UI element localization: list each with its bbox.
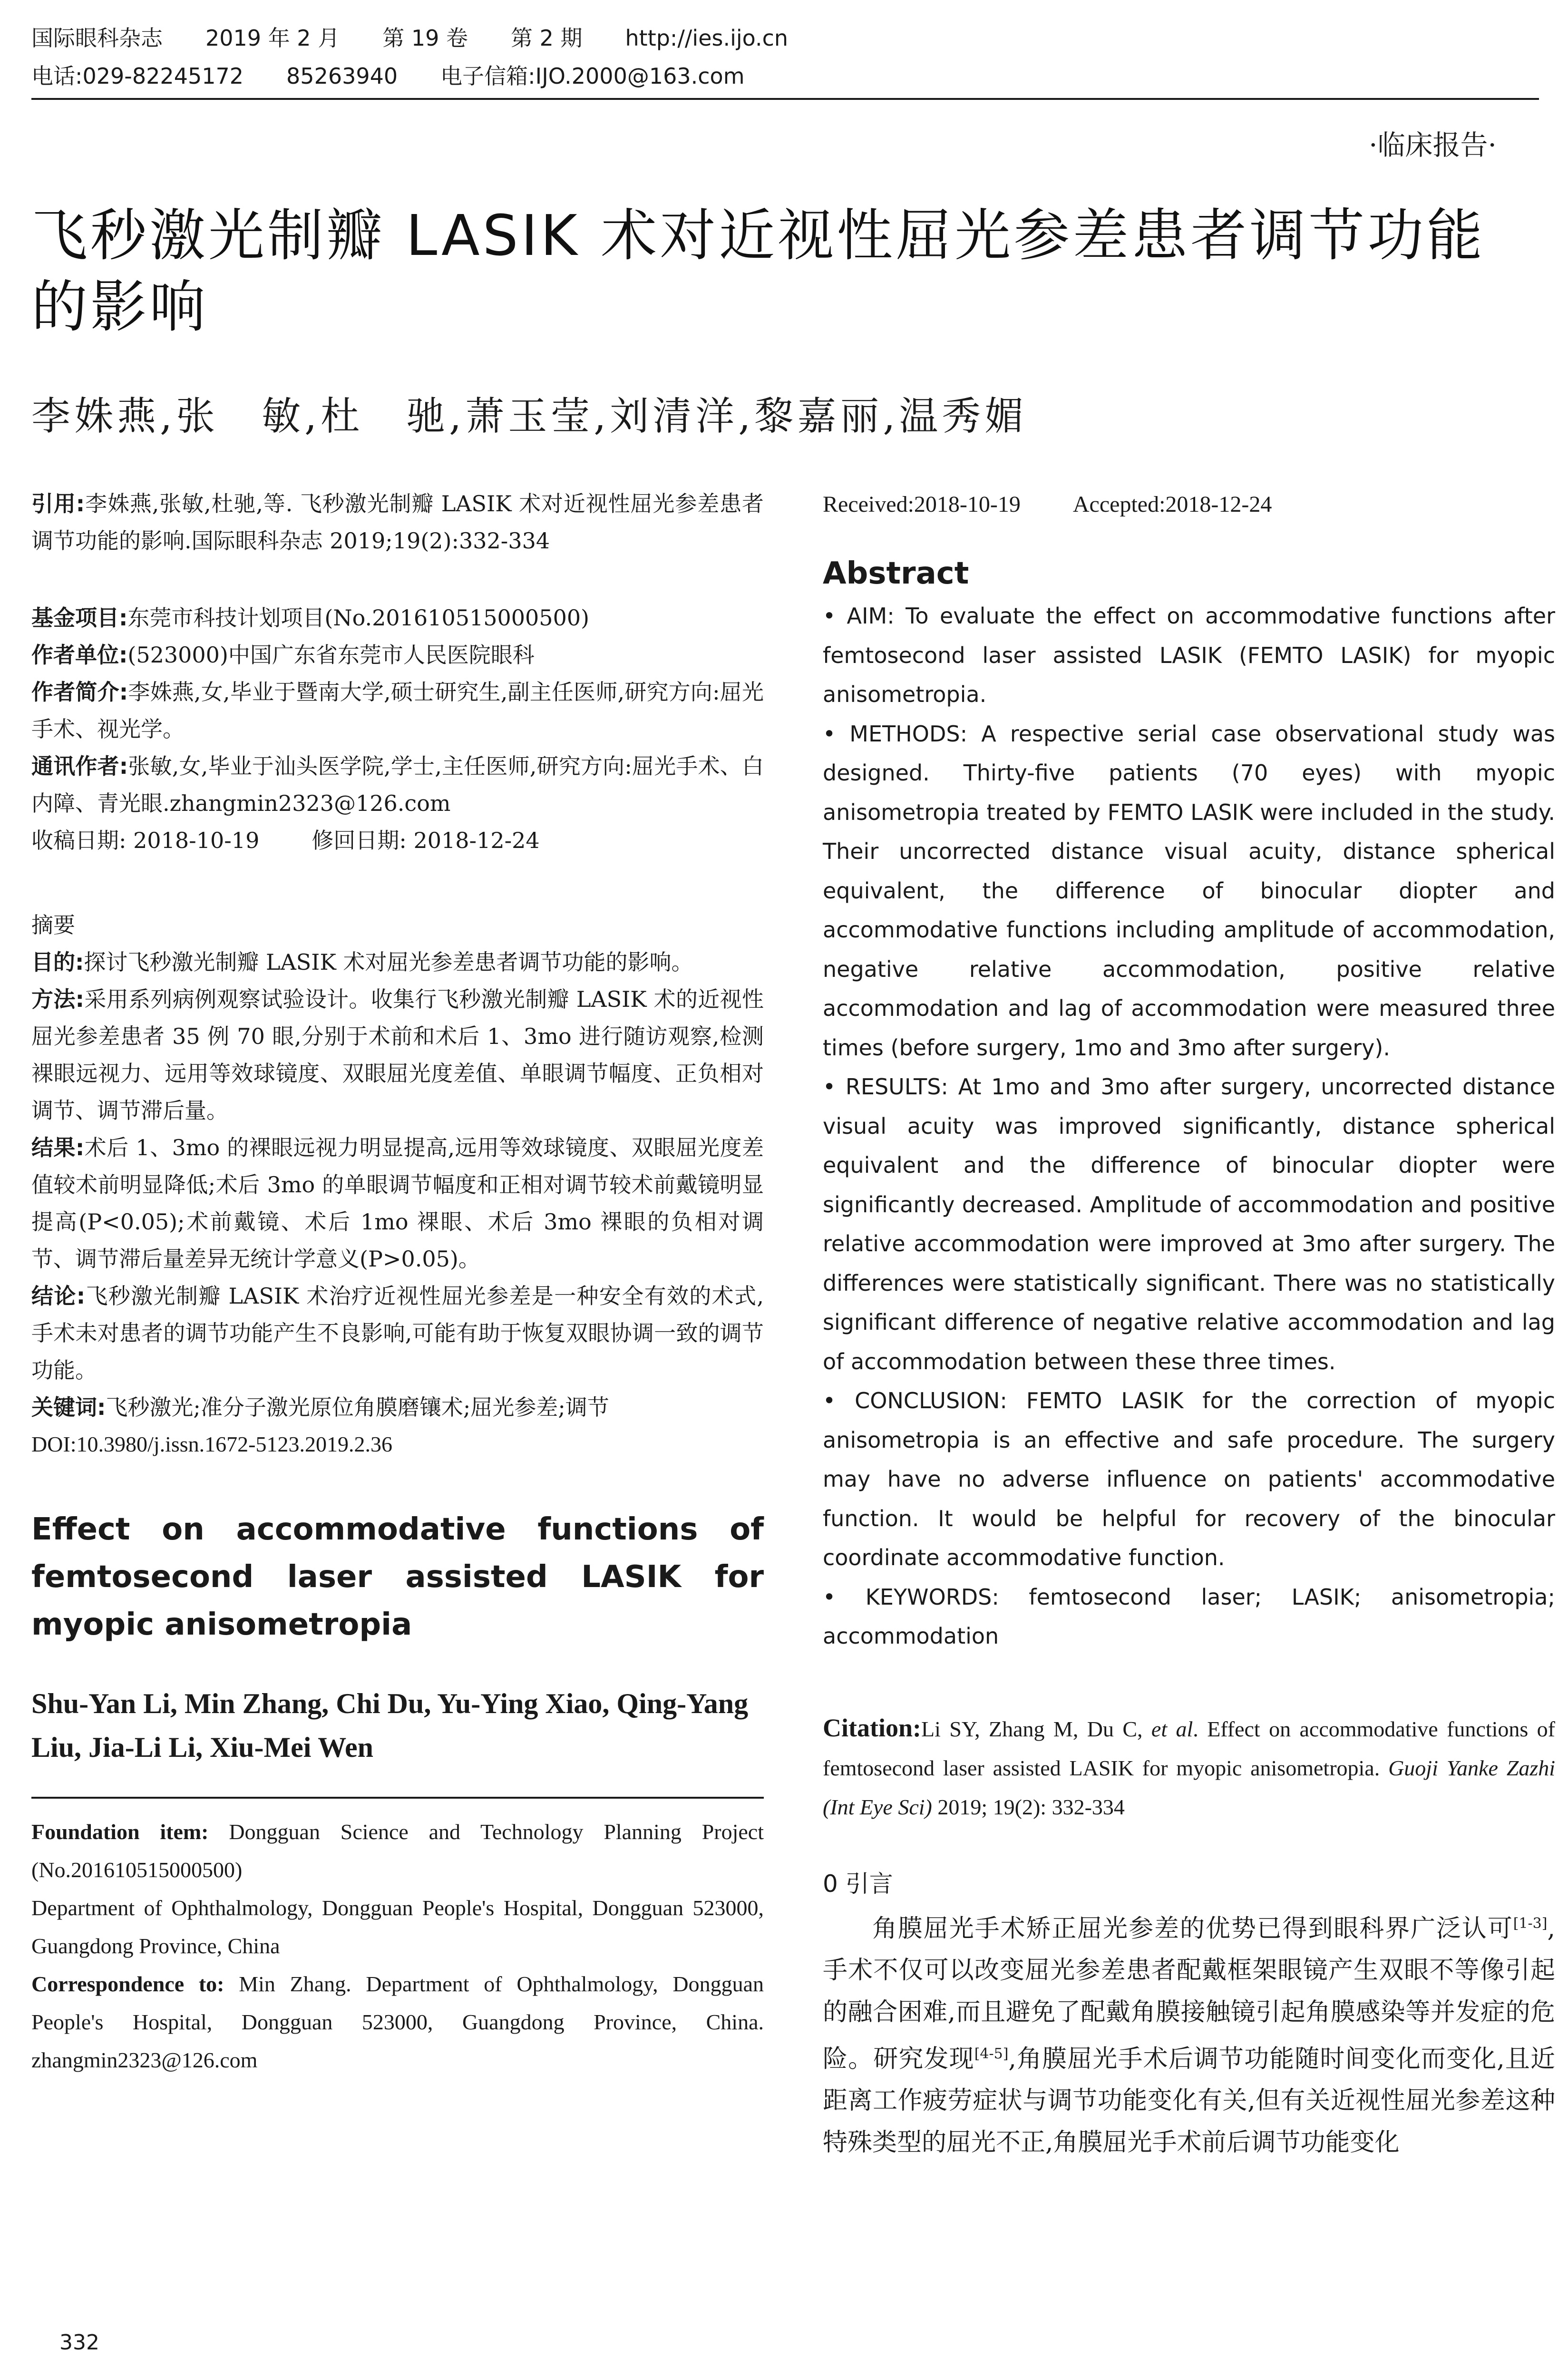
phone-2: 85263940 [286,63,398,89]
methods-text: 采用系列病例观察试验设计。收集行飞秒激光制瓣 LASIK 术的近视性屈光参差患者 35 例 70 眼,分别于术前和术后 1、3mo 进行随访观察,检测裸眼远视力、远用等效球镜度、双眼屈光度差值、单眼调节幅度、正负相对调节、调节滞后量。 [31,986,764,1123]
keywords-label: 关键词: [31,1394,106,1420]
citation-en-journal: Guoji Yanke Zazhi (Int Eye Sci) [823,1755,1555,1819]
dates-en [823,485,1555,524]
issue: 第 2 期 [510,25,583,51]
header-line-2 [31,57,1539,95]
journal-url[interactable]: http://ies.ijo.cn [625,25,789,51]
abstract-en-conclusion: • CONCLUSION: FEMTO LASIK for the correction of myopic anisometropia is an effective and safe procedure. The surgery may have no adverse influence on patients' accommodative function. It would be helpful for recovery of the binocular coordinate accommodative function. [823,1388,1555,1570]
english-authors: Shu-Yan Li, Min Zhang, Chi Du, Yu-Ying Xiao, Qing-Yang Liu, Jia-Li Li, Xiu-Mei Wen [31,1688,749,1763]
volume: 第 19 卷 [382,25,468,51]
correspondence-label: Correspondence to: [31,1972,224,1996]
header-line-1 [31,19,1539,57]
received-date-cn: 收稿日期: 2018-10-19 [31,828,260,853]
page-number: 332 [59,2330,99,2355]
abstract-en-keywords: • KEYWORDS: femtosecond laser; LASIK; anisometropia; accommodation [823,1584,1555,1649]
abstract-en-heading: Abstract [823,556,969,591]
citation-en-volume: 2019; 19(2): 332-334 [932,1794,1125,1819]
abstract-cn-heading: 摘要 [31,912,75,938]
results-label: 结果: [31,1135,85,1160]
left-column [31,485,764,2079]
conclusion-text: 飞秒激光制瓣 LASIK 术治疗近视性屈光参差是一种安全有效的术式,手术未对患者的调节功能产生不良影响,可能有助于恢复双眼协调一致的调节功能。 [31,1283,764,1383]
footnote-rule [31,1797,764,1799]
objective-label: 目的: [31,949,84,975]
phone: 电话:029-82245172 [31,63,244,89]
unit-label: 作者单位: [31,642,128,668]
citation-en-label: Citation: [823,1713,921,1742]
foundation-text: Dongguan Science and Technology Planning Project (No.201610515000500) [31,1820,764,1882]
intro-text-3: ,角膜屈光手术后调节功能随时间变化而变化,且近距离工作疲劳症状与调节功能变化有关,但有关近视性屈光参差这种特殊类型的屈光不正,角膜屈光手术前后调节功能变化 [823,2045,1555,2157]
keywords-text: 飞秒激光;准分子激光原位角膜磨镶术;屈光参差;调节 [106,1394,609,1420]
correspondence-text: Min Zhang. Department of Ophthalmology, Dongguan People's Hospital, Dongguan 523000, Guangdong Province, China. zhangmin2323@126.com [31,1972,764,2072]
authors-cn: 李姝燕,张 敏,杜 驰,萧玉莹,刘清洋,黎嘉丽,温秀媚 [31,394,1028,439]
dates-cn [31,822,764,859]
journal-header [31,19,1539,95]
author-bio [31,673,764,748]
methods-label: 方法: [31,986,85,1012]
fund-label: 基金项目: [31,605,128,631]
citation-label: 引用: [31,491,85,516]
abstract-cn-methods [31,981,764,1129]
conclusion-label: 结论: [31,1283,86,1309]
issue-date: 2019 年 2 月 [205,25,340,51]
received-date-en: Received:2018-10-19 [823,492,1021,517]
corresponding-author [31,748,764,822]
citation-en-etal: et al [1151,1716,1193,1741]
abstract-cn-conclusion [31,1277,764,1389]
abstract-en-results: • RESULTS: At 1mo and 3mo after surgery, uncorrected distance visual acuity was improved significantly, distance spherical equivalent and the difference of binocular diopter were significantly decreased. Amplitude of accommodation and positive relative accommodation were improved at 3mo after surgery. The differences were statistically significant. There was no statistically significant difference of negative relative accommodation and lag of accommodation between these three times. [823,1074,1555,1374]
article-title: 飞秒激光制瓣 LASIK 术对近视性屈光参差患者调节功能的影响 [31,203,1486,340]
bio-label: 作者简介: [31,679,128,705]
abstract-cn-objective [31,944,764,981]
citation-text: 李姝燕,张敏,杜驰,等. 飞秒激光制瓣 LASIK 术对近视性屈光参差患者调节功能的影响.国际眼科杂志 2019;19(2):332-334 [31,491,764,554]
citation-en-authors: Li SY, Zhang M, Du C, [921,1716,1143,1741]
intro-paragraph [823,1903,1555,2164]
intro-text-2: ,手术不仅可以改变屈光参差患者配戴框架眼镜产生双眼不等像引起的融合困难,而且避免了配戴角膜接触镜引起角膜感染等并发症的危险。研究发现 [823,1914,1555,2074]
unit-text: (523000)中国广东省东莞市人民医院眼科 [127,642,535,668]
results-text: 术后 1、3mo 的裸眼远视力明显提高,远用等效球镜度、双眼屈光度差值较术前明显降低;术后 3mo 的单眼调节幅度和正相对调节较术前戴镜明显提高(P<0.05);术前戴镜、术后 1mo 裸眼、术后 3mo 裸眼的负相对调节、调节滞后量差异无统计学意义(P>0.05)。 [31,1135,764,1272]
intro-text-1: 角膜屈光手术矫正屈光参差的优势已得到眼科界广泛认可 [872,1914,1513,1943]
fund-item [31,599,764,636]
abstract-en-aim: • AIM: To evaluate the effect on accommodative functions after femtosecond laser assisted LASIK (FEMTO LASIK) for myopic anisometropia. [823,603,1555,707]
bio-text: 李姝燕,女,毕业于暨南大学,硕士研究生,副主任医师,研究方向:屈光手术、视光学。 [31,679,764,742]
intro-ref-2[interactable]: [4-5] [974,2045,1009,2062]
foundation-label: Foundation item: [31,1820,209,1844]
english-title: Effect on accommodative functions of femtosecond laser assisted LASIK for myopic anisometropia [31,1512,764,1642]
citation-en-title: . Effect on accommodative functions of femtosecond laser assisted LASIK for myopic anisometropia. [823,1716,1555,1780]
accepted-date-en: Accepted:2018-12-24 [1072,492,1272,517]
fund-text: 东莞市科技计划项目(No.201610515000500) [127,605,590,631]
citation-en [823,1708,1555,1827]
revised-date-cn: 修回日期: 2018-12-24 [312,828,540,853]
header-rule [31,98,1539,100]
right-column [823,485,1555,2163]
author-unit [31,636,764,673]
intro-heading: 0 引言 [823,1870,893,1898]
citation-cn [31,485,764,559]
foundation-item [31,1813,764,1889]
journal-email[interactable]: 电子信箱:IJO.2000@163.com [440,63,745,89]
journal-name: 国际眼科杂志 [31,25,163,51]
abstract-en-methods: • METHODS: A respective serial case observational study was designed. Thirty-five patients (70 eyes) with myopic anisometropia treated by FEMTO LASIK were included in the study. Their uncorrected distance visual acuity, distance spherical equivalent, the difference of binocular diopter and accommodative functions including amplitude of accommodation, negative relative accommodation, positive relative accommodation and lag of accommodation were measured three times (before surgery, 1mo and 3mo after surgery). [823,721,1555,1061]
section-tag: ·临床报告· [1369,129,1497,161]
doi[interactable]: DOI:10.3980/j.issn.1672-5123.2019.2.36 [31,1432,392,1456]
intro-ref-1[interactable]: [1-3] [1513,1915,1548,1932]
corr-label: 通讯作者: [31,753,128,779]
abstract-cn-results [31,1129,764,1277]
correspondence [31,1965,764,2079]
keywords-cn [31,1389,764,1426]
department: Department of Ophthalmology, Dongguan People's Hospital, Dongguan 523000, Guangdong Province, China [31,1896,764,1958]
objective-text: 探讨飞秒激光制瓣 LASIK 术对屈光参差患者调节功能的影响。 [84,949,693,975]
corr-text: 张敏,女,毕业于汕头医学院,学士,主任医师,研究方向:屈光手术、白内障、青光眼.zhangmin2323@126.com [31,753,764,816]
